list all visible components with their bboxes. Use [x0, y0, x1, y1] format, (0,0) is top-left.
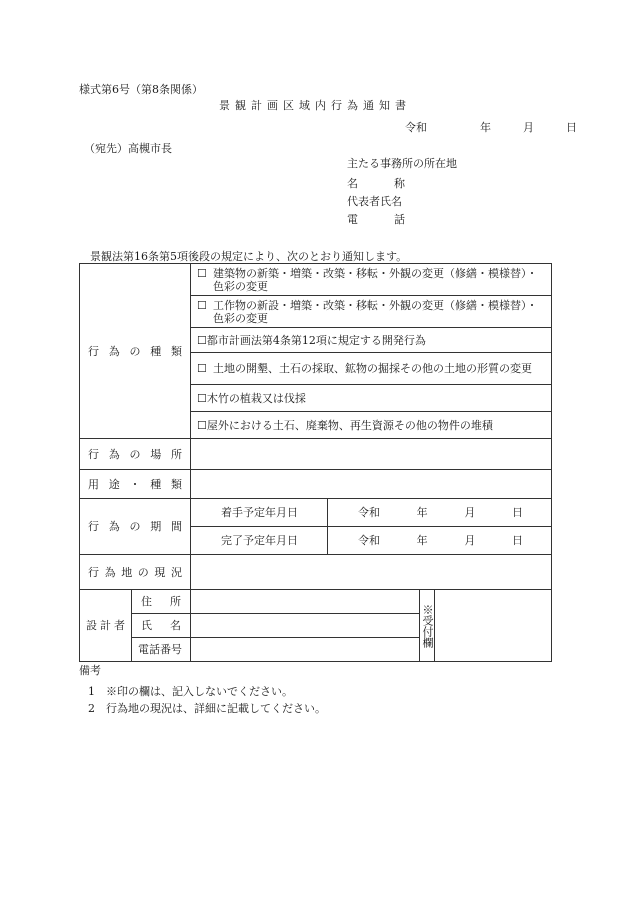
date-era: 令和 — [405, 121, 427, 134]
period-start-row — [80, 499, 552, 527]
designer-address-label: 住 所 — [132, 590, 191, 614]
use-label: 用 途 ・ 種 類 — [80, 470, 191, 499]
act-type-option[interactable]: ☐屋外における土石、廃棄物、再生資源その他の物件の堆積 — [191, 412, 552, 439]
act-type-label: 行 為 の 種 類 — [80, 264, 191, 439]
site-status-label: 行 為 地 の 現 況 — [80, 555, 191, 590]
notes-title: 備考 — [79, 664, 101, 677]
start-date-label: 着手予定年月日 — [191, 499, 328, 527]
applicant-address-label: 主たる事務所の所在地 — [347, 157, 457, 170]
designer-phone-field[interactable] — [191, 638, 420, 662]
notification-form-table — [79, 263, 552, 662]
location-label: 行 為 の 場 所 — [80, 439, 191, 470]
checkbox-icon[interactable]: ☐ — [197, 298, 207, 312]
use-field[interactable] — [191, 470, 552, 499]
act-type-row — [80, 264, 552, 296]
act-type-option[interactable]: ☐都市計画法第4条第12項に規定する開発行為 — [191, 328, 552, 353]
applicant-name-label: 名 称 — [347, 177, 405, 190]
designer-name-label: 氏 名 — [132, 614, 191, 638]
designer-address-field[interactable] — [191, 590, 420, 614]
designer-label: 設 計 者 — [80, 590, 132, 662]
site-status-field[interactable] — [191, 555, 552, 590]
period-label: 行 為 の 期 間 — [80, 499, 191, 555]
document-title: 景観計画区域内行為通知書 — [219, 99, 411, 112]
reception-label: ※受付欄 — [420, 590, 435, 662]
checkbox-icon[interactable]: ☐ — [197, 418, 207, 432]
act-type-option[interactable]: ☐ 建築物の新築・増築・改築・移転・外観の変更（修繕・模様替）・色彩の変更 — [191, 264, 552, 296]
act-type-option[interactable]: ☐ 工作物の新設・増築・改築・移転・外観の変更（修繕・模様替）・色彩の変更 — [191, 296, 552, 328]
note-item: 2 行為地の現況は、詳細に記載してください。 — [88, 702, 326, 715]
date-year: 年 — [480, 121, 491, 134]
end-date-label: 完了予定年月日 — [191, 527, 328, 555]
date-line — [405, 119, 577, 135]
checkbox-icon[interactable]: ☐ — [197, 333, 207, 347]
site-status-row — [80, 555, 552, 590]
designer-name-field[interactable] — [191, 614, 420, 638]
intro-text: 景観法第16条第5項後段の規定により、次のとおり通知します。 — [90, 250, 408, 263]
act-type-option[interactable]: ☐ 土地の開墾、土石の採取、鉱物の掘採その他の土地の形質の変更 — [191, 353, 552, 385]
representative-name-label: 代表者氏名 — [347, 195, 402, 208]
checkbox-icon[interactable]: ☐ — [197, 391, 207, 405]
checkbox-icon[interactable]: ☐ — [197, 362, 207, 375]
use-row — [80, 470, 552, 499]
applicant-phone-label: 電 話 — [347, 213, 405, 226]
date-day: 日 — [566, 121, 577, 134]
start-date-field[interactable]: 令和 年 月 日 — [328, 499, 552, 527]
designer-address-row — [80, 590, 552, 614]
form-number: 様式第6号（第8条関係） — [79, 83, 203, 96]
reception-field — [435, 590, 552, 662]
checkbox-icon[interactable]: ☐ — [197, 266, 207, 280]
addressee: （宛先）高槻市長 — [84, 142, 172, 155]
act-type-option[interactable]: ☐木竹の植栽又は伐採 — [191, 385, 552, 412]
designer-phone-label: 電話番号 — [132, 638, 191, 662]
location-row — [80, 439, 552, 470]
end-date-field[interactable]: 令和 年 月 日 — [328, 527, 552, 555]
note-item: 1 ※印の欄は、記入しないでください。 — [88, 685, 293, 698]
date-month: 月 — [523, 121, 534, 134]
location-field[interactable] — [191, 439, 552, 470]
